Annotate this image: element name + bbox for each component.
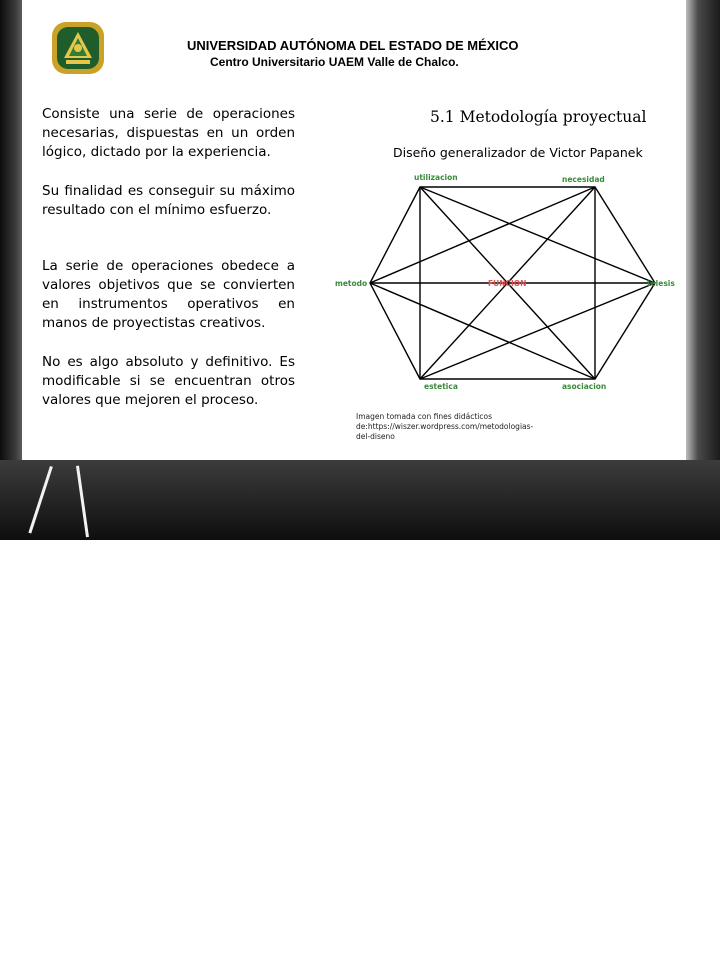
center-label-funcion: FUNCION xyxy=(488,279,527,288)
node-label-metodo: metodo xyxy=(335,279,368,288)
left-decorative-strip xyxy=(0,0,22,540)
paragraph: Consiste una serie de operaciones necesarias, dispuestas en un orden lógico, dictado por la experiencia. xyxy=(42,106,295,160)
campus-name: Centro Universitario UAEM Valle de Chalco. xyxy=(210,55,459,69)
decorative-stroke xyxy=(76,466,89,538)
papanek-hexagon-diagram xyxy=(330,168,680,398)
footer-line-1: Comprensión del método xyxy=(524,947,664,961)
node-label-estetica: estetica xyxy=(424,382,458,391)
decorative-stroke xyxy=(28,466,52,534)
caption-line: Imagen tomada con fines didácticos xyxy=(356,412,492,421)
section-title: 5.1 Metodología proyectual xyxy=(430,108,647,126)
university-seal-logo xyxy=(48,18,108,78)
caption-line: de:https://wiszer.wordpress.com/metodologias- xyxy=(356,422,534,431)
institution-name: UNIVERSIDAD AUTÓNOMA DEL ESTADO DE MÉXICO xyxy=(187,38,519,53)
node-label-necesidad: necesidad xyxy=(562,175,605,184)
footer-band xyxy=(0,460,720,978)
paragraph: La serie de operaciones obedece a valores objetivos que se convierten en instrumentos operativos en manos de proyectistas creativos. xyxy=(42,258,295,331)
image-source-caption xyxy=(356,412,556,442)
diagram-subtitle: Diseño generalizador de Victor Papanek xyxy=(393,145,643,160)
node-label-asociacion: asociacion xyxy=(562,382,607,391)
footer-line-2: para el diseño Industrial xyxy=(524,964,657,978)
right-decorative-strip xyxy=(686,0,720,540)
footer-course-title xyxy=(524,946,664,980)
paragraph: Su finalidad es conseguir su máximo resultado con el mínimo esfuerzo. xyxy=(42,183,295,218)
node-label-telesis: telesis xyxy=(647,279,675,288)
caption-line: del-diseno xyxy=(356,432,395,441)
node-label-utilizacion: utilizacion xyxy=(414,173,458,182)
paragraph: No es algo absoluto y definitivo. Es modificable si se encuentran otros valores que mejoren el proceso. xyxy=(42,354,295,408)
